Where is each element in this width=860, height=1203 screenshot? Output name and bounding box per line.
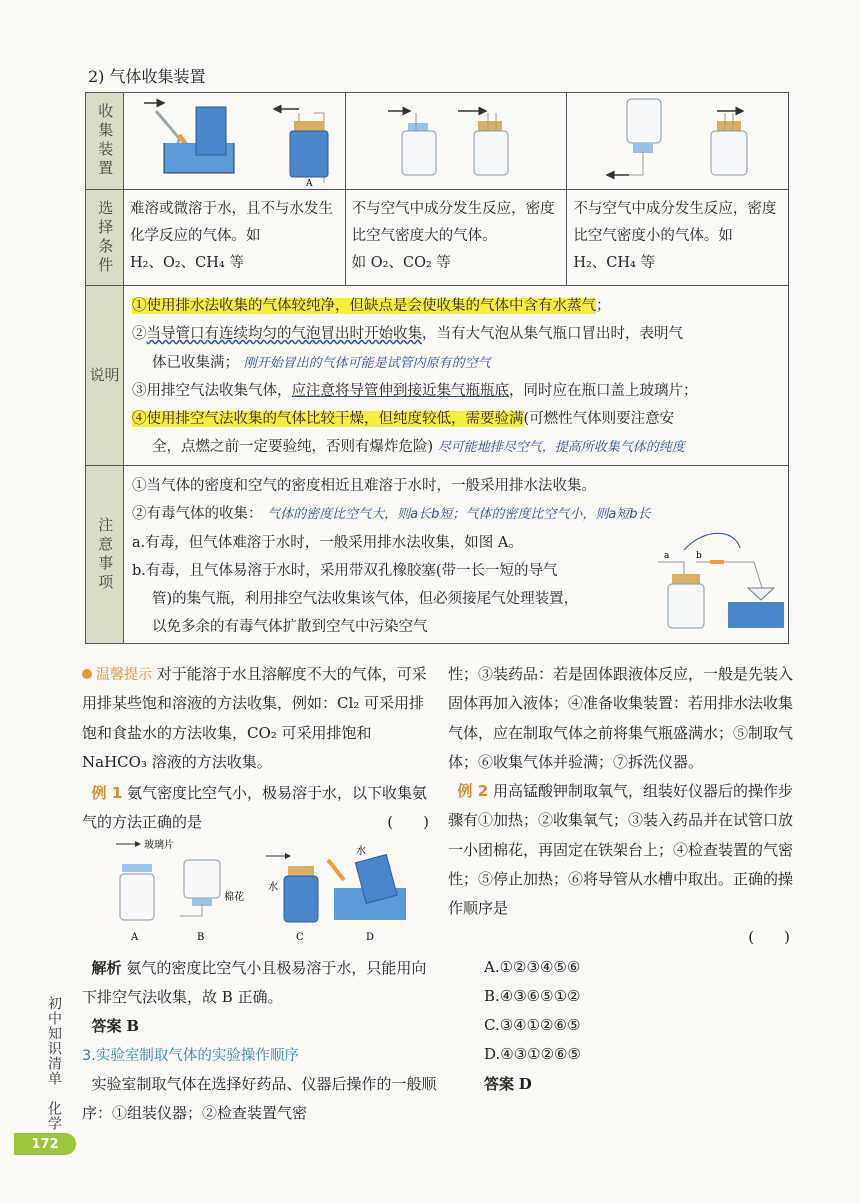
tip-icon — [82, 669, 92, 679]
option-a: A.①②③④⑤⑥ — [484, 957, 581, 976]
downward-air-displacement-apparatus — [567, 93, 788, 189]
svg-text:D: D — [366, 931, 375, 943]
svg-text:C: C — [296, 931, 304, 943]
water-displacement-figure — [124, 93, 338, 187]
svg-text:水: 水 — [356, 845, 366, 857]
section-3-cont: 性；③装药品：若是固体跟液体反应，一般是先装入固体再加入液体；④准备收集装置：若用排水法收集气体，应在制取气体之前将集气瓶盛满水；⑤制取气体；⑥收集气体并验满；⑦拆洗仪器。 — [448, 665, 794, 771]
handwritten-note-2: 刚开始冒出的气体可能是试管内原有的空气 — [243, 355, 491, 371]
note-2-cont: 体已收集满； 刚开始冒出的气体可能是试管内原有的空气 — [152, 354, 491, 371]
svg-text:玻璃片: 玻璃片 — [144, 839, 174, 851]
row-header-conditions: 选择条件 — [86, 190, 124, 285]
svg-text:a: a — [664, 551, 670, 561]
upward-air-figure — [346, 93, 560, 187]
svg-text:A: A — [131, 931, 139, 943]
example-2-paren: ( ) — [748, 928, 790, 947]
row-header-notes: 说明 — [86, 286, 124, 465]
gas-collection-table — [85, 92, 789, 644]
note-4: ④使用排空气法收集的气体比较干燥，但纯度较低，需要验满(可燃性气体则要注意安 — [132, 411, 675, 428]
row-header-cautions: 注意事项 — [86, 466, 124, 643]
book-side-label: 初中知识清单 化学 — [46, 996, 62, 1131]
example-2: 例 2 用高锰酸钾制取氧气，组装好仪器后的操作步骤有①加热；②收集氧气；③装入药品并在试管口放一小团棉花，再固定在铁架台上；④检查装置的气密性；⑤停止加热；⑥将导管从水槽中取出。正确的操作顺序是 — [448, 782, 794, 917]
option-c: C.③④①②⑥⑤ — [484, 1016, 581, 1034]
caution-2: ②有毒气体的收集： 气体的密度比空气大，则a长b短；气体的密度比空气小，则a短b长 — [132, 506, 651, 523]
handwritten-note-4: 尽可能地排尽空气，提高所收集气体的纯度 — [437, 440, 685, 456]
caution-1: ①当气体的密度和空气的密度相近且难溶于水时，一般采用排水法收集。 — [132, 478, 596, 494]
analysis: 解析 氨气的密度比空气小且极易溶于水，只能用向下排空气法收集，故 B 正确。 — [82, 958, 427, 1007]
downward-air-figure — [567, 93, 781, 187]
apparatus-row — [86, 93, 788, 189]
left-column — [82, 660, 437, 1128]
label-a: A — [306, 179, 313, 187]
section-3-title: 3.实验室制取气体的实验操作顺序 — [82, 1047, 299, 1064]
note-4-cont: 全，点燃之前一定要验纯，否则有爆炸危险) 尽可能地排尽空气，提高所收集气体的纯度 — [152, 439, 685, 456]
condition-upward-air: 不与空气中成分发生反应，密度比空气密度大的气体。 如 O₂、CO₂ 等 — [346, 190, 568, 285]
svg-text:b: b — [696, 551, 702, 561]
option-d: D.④③①②⑥⑤ — [484, 1045, 581, 1064]
tail-gas-apparatus-figure — [644, 528, 784, 638]
example-1-figure — [82, 838, 422, 944]
answer-2: 答案 D — [484, 1074, 532, 1093]
handwritten-caution: 气体的密度比空气大，则a长b短；气体的密度比空气小，则a短b长 — [267, 507, 651, 523]
caution-6: 以免多余的有毒气体扩散到空气中污染空气 — [152, 619, 428, 636]
caution-4: b.有毒，且气体易溶于水时，采用带双孔橡胶塞(带一长一短的导气 — [132, 562, 558, 579]
cautions-row — [86, 465, 788, 643]
notes-row — [86, 285, 788, 465]
condition-water: 难溶或微溶于水，且不与水发生化学反应的气体。如 H₂、O₂、CH₄ 等 — [124, 190, 346, 285]
note-3: ③用排空气法收集气体，应注意将导管伸到接近集气瓶瓶底，同时应在瓶口盖上玻璃片； — [132, 382, 698, 399]
tip: 温馨提示 对于能溶于水且溶解度不大的气体，可采用排某些饱和溶液的方法收集，例如：Cl₂ 可采用排饱和食盐水的方法收集，CO₂ 可采用排饱和 NaHCO₃ 溶液的方法收集。 — [82, 665, 427, 771]
condition-downward-air: 不与空气中成分发生反应，密度比空气密度小的气体。如 H₂、CH₄ 等 — [573, 201, 777, 271]
svg-text:水: 水 — [268, 881, 278, 893]
answer-1: 答案 B — [91, 1017, 140, 1036]
example-1: 例 1 氨气密度比空气小，极易溶于水，以下收集氨气的方法正确的是 ( ) — [82, 784, 429, 832]
option-b: B.④③⑥⑤①② — [484, 986, 581, 1005]
section-3-text: 实验室制取气体在选择好药品、仪器后操作的一般顺序：①组装仪器；②检查装置气密 — [82, 1074, 437, 1123]
svg-text:棉花: 棉花 — [224, 891, 244, 903]
example-2-options — [448, 953, 798, 1070]
note-1: ①使用排水法收集的气体较纯净，但缺点是会使收集的气体中含有水蒸气； — [132, 298, 611, 314]
right-column — [448, 660, 798, 1099]
section-title: 2) 气体收集装置 — [88, 67, 206, 86]
note-2: ②当导管口有连续均匀的气泡冒出时开始收集，当有大气泡从集气瓶口冒出时，表明气 — [132, 326, 683, 343]
upward-air-displacement-apparatus — [346, 93, 568, 189]
water-displacement-apparatus — [124, 93, 346, 189]
page-number: 172 — [14, 1133, 76, 1155]
row-header-apparatus: 收集装置 — [86, 93, 124, 189]
conditions-row — [86, 189, 788, 285]
svg-text:B: B — [197, 931, 205, 943]
caution-5: 管)的集气瓶，利用排空气法收集该气体，但必须接尾气处理装置， — [152, 591, 579, 608]
caution-3: a.有毒，但气体难溶于水时，一般采用排水法收集，如图 A。 — [132, 534, 523, 551]
